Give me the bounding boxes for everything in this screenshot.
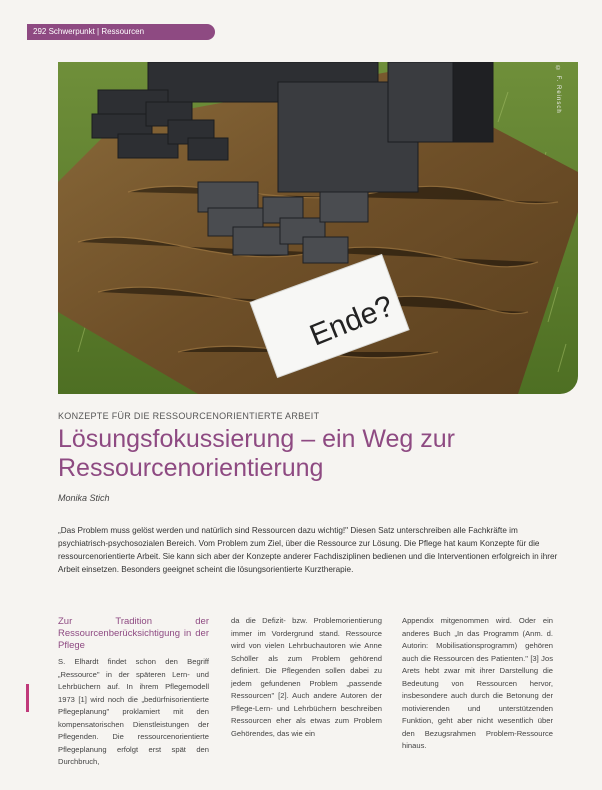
column-3-text: Appendix mitgenommen wird. Oder ein anderes Buch „In das Programm (Anm. d. Autorin: Mobilisationsprogramm) gehören auch die Ressourcen des Patienten." [3] Jos Arets hebt zwar mit ihrer Darstellung die Bedeutung von Ressourcen hervor, insbesondere auch durch die Betonung der motivierenden und unterstützenden Funktion, geht aber nicht wesentlich über den Bezugsrahmen Problem-Ressource hinaus. [402, 616, 553, 750]
column-2-text: da die Defizit- bzw. Problemorientierung immer im Vordergrund stand. Ressource wird von vielen Lehrbuchautoren wie Anne Schöller als zum Problem gehörend definiert. Die Pflegenden sollen dabei zu jedem gefundenen Problem „passende Ressourcen" [2]. Auch andere Autoren der Pflege-Lern- und Lehrbüchern beschreiben Ressourcen eher als etwas zum Problem Gehörendes, das wie ein [231, 616, 382, 738]
sign-text: Ende? [305, 289, 399, 353]
article-lead: „Das Problem muss gelöst werden und natürlich sind Ressourcen dazu wichtig!" Diesen Satz unterschreiben alle Fachkräfte im psychiatrisch-psychosozialen Bereich. Vom Problem zum Ziel, über die Ressource zur Lösung. Die Pflege hat kaum Konzepte für die ressourcenorientierte Arbeit. Sie kann sich aber der Konzepte anderer Fachdisziplinen bedienen und die Interventionen erfolgreich in ihrer Arbeit einsetzen. Besonders geeignet scheint die lösungsorientierte Kurztherapie. [58, 526, 558, 574]
article-kicker: KONZEPTE FÜR DIE RESSOURCENORIENTIERTE ARBEIT [58, 411, 320, 421]
text-column-3 [402, 615, 553, 753]
margin-marker [26, 684, 29, 712]
article-photo [58, 62, 578, 394]
column-1-text: S. Elhardt findet schon den Begriff „Ressource" in der späteren Lern- und Lehrbüchern auf. In ihrem Pflegemodell 1973 [1] wird noch die „bedürfnisorientierte Pflegeplanung" proklamiert mit den kompensatorischen Dienstleistungen der Pflegenden. Die ressourcenorientierte Pflegeplanung erfolgt erst spät den Durchbruch, [58, 657, 209, 766]
article-title: Lösungsfokussierung – ein Weg zur Ressourcenorientierung [58, 425, 455, 482]
article-author: Monika Stich [58, 493, 110, 503]
text-column-1 [58, 616, 209, 769]
text-column-2 [231, 615, 382, 740]
photo-credit: © F. Reinsch [555, 66, 561, 114]
section-subhead: Zur Tradition der Ressourcenberücksichtigung in der Pflege [58, 616, 209, 651]
section-header: 292 Schwerpunkt | Ressourcen [27, 24, 215, 40]
